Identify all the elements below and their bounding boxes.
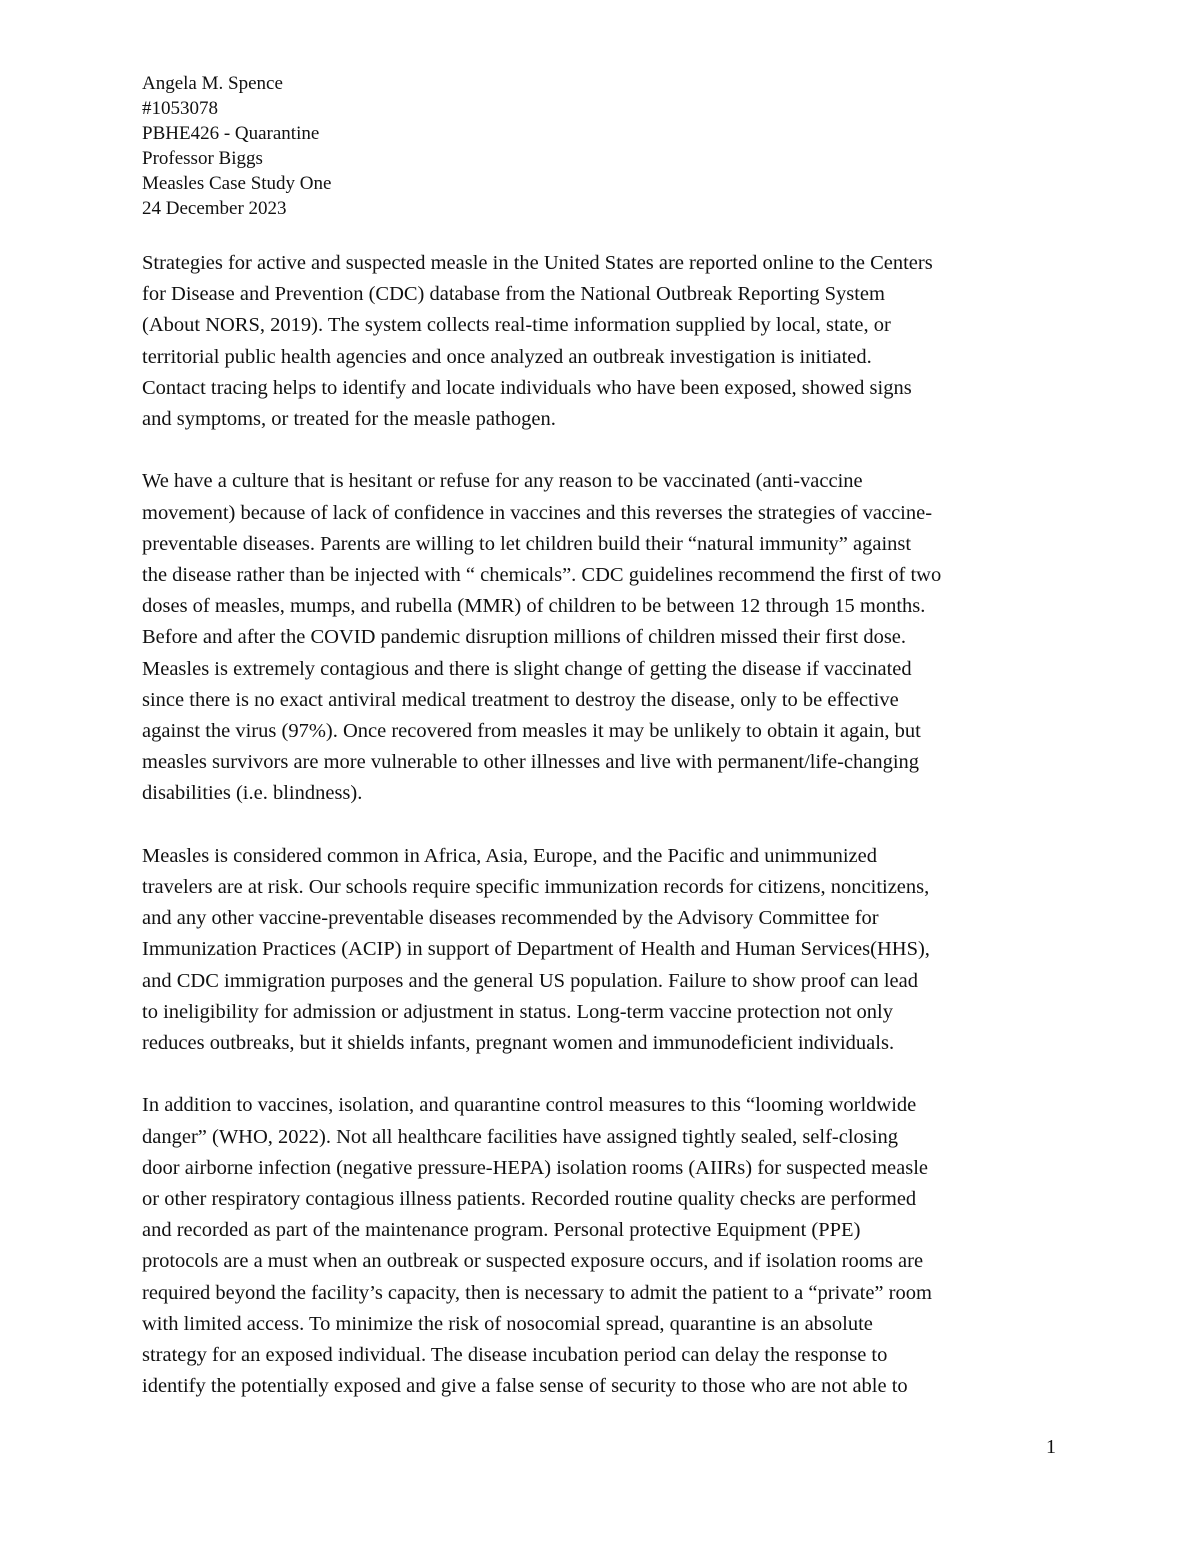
text-line: protocols are a must when an outbreak or suspected exposure occurs, and if isolation rooms are bbox=[142, 1250, 924, 1273]
text-line: to ineligibility for admission or adjustment in status. Long-term vaccine protection not only bbox=[142, 1000, 893, 1023]
text-line: strategy for an exposed individual. The disease incubation period can delay the response to bbox=[142, 1344, 888, 1367]
text-line: In addition to vaccines, isolation, and quarantine control measures to this “looming worldwide bbox=[142, 1094, 917, 1117]
text-line: preventable diseases. Parents are willing to let children build their “natural immunity” against bbox=[142, 532, 912, 555]
text-line: and symptoms, or treated for the measle pathogen. bbox=[142, 408, 556, 431]
text-line: against the virus (97%). Once recovered from measles it may be unlikely to obtain it again, but bbox=[142, 720, 921, 743]
professor-name: Professor Biggs bbox=[142, 148, 263, 169]
text-line: danger” (WHO, 2022). Not all healthcare facilities have assigned tightly sealed, self-closing bbox=[142, 1125, 898, 1148]
text-line: required beyond the facility’s capacity, then is necessary to admit the patient to a “private” room bbox=[142, 1281, 932, 1304]
document-body bbox=[142, 248, 1077, 1434]
paragraph-3 bbox=[142, 841, 1077, 1059]
text-line: (About NORS, 2019). The system collects real-time information supplied by local, state, or bbox=[142, 314, 891, 337]
text-line: and recorded as part of the maintenance program. Personal protective Equipment (PPE) bbox=[142, 1219, 861, 1242]
text-line: and CDC immigration purposes and the general US population. Failure to show proof can lead bbox=[142, 969, 918, 992]
document-date: 24 December 2023 bbox=[142, 198, 287, 219]
text-line: measles survivors are more vulnerable to other illnesses and live with permanent/life-changing bbox=[142, 751, 920, 774]
paragraph-2 bbox=[142, 466, 1077, 809]
text-line: Measles is considered common in Africa, Asia, Europe, and the Pacific and unimmunized bbox=[142, 844, 877, 867]
text-line: doses of measles, mumps, and rubella (MMR) of children to be between 12 through 15 months. bbox=[142, 595, 926, 618]
text-line: disabilities (i.e. blindness). bbox=[142, 782, 363, 805]
paragraph-4 bbox=[142, 1090, 1077, 1402]
text-line: Immunization Practices (ACIP) in support of Department of Health and Human Services(HHS), bbox=[142, 938, 930, 961]
text-line: We have a culture that is hesitant or refuse for any reason to be vaccinated (anti-vaccine bbox=[142, 470, 863, 493]
student-id: #1053078 bbox=[142, 98, 218, 119]
text-line: movement) because of lack of confidence in vaccines and this reverses the strategies of vaccine- bbox=[142, 501, 933, 524]
paragraph-1 bbox=[142, 248, 1077, 435]
author-header-block bbox=[142, 71, 331, 221]
text-line: with limited access. To minimize the risk of nosocomial spread, quarantine is an absolute bbox=[142, 1312, 873, 1335]
text-line: and any other vaccine-preventable diseases recommended by the Advisory Committee for bbox=[142, 907, 879, 930]
author-name: Angela M. Spence bbox=[142, 73, 283, 94]
text-line: Strategies for active and suspected measle in the United States are reported online to the Centers bbox=[142, 252, 933, 274]
text-line: or other respiratory contagious illness patients. Recorded routine quality checks are performed bbox=[142, 1188, 917, 1211]
text-line: identify the potentially exposed and give a false sense of security to those who are not able to bbox=[142, 1375, 908, 1398]
text-line: since there is no exact antiviral medical treatment to destroy the disease, only to be effective bbox=[142, 688, 899, 711]
text-line: Measles is extremely contagious and there is slight change of getting the disease if vaccinated bbox=[142, 657, 912, 680]
text-line: Contact tracing helps to identify and locate individuals who have been exposed, showed signs bbox=[142, 376, 912, 399]
text-line: reduces outbreaks, but it shields infants, pregnant women and immunodeficient individuals. bbox=[142, 1032, 895, 1055]
page-number: 1 bbox=[1046, 1436, 1056, 1458]
text-line: territorial public health agencies and once analyzed an outbreak investigation is initiated. bbox=[142, 345, 872, 368]
course-name: PBHE426 - Quarantine bbox=[142, 123, 320, 144]
text-line: the disease rather than be injected with “ chemicals”. CDC guidelines recommend the first of two bbox=[142, 564, 942, 587]
text-line: travelers are at risk. Our schools require specific immunization records for citizens, noncitizens, bbox=[142, 876, 930, 899]
text-line: for Disease and Prevention (CDC) database from the National Outbreak Reporting System bbox=[142, 283, 885, 306]
text-line: door airborne infection (negative pressure-HEPA) isolation rooms (AIIRs) for suspected measle bbox=[142, 1156, 928, 1179]
assignment-title: Measles Case Study One bbox=[142, 173, 332, 194]
text-line: Before and after the COVID pandemic disruption millions of children missed their first dose. bbox=[142, 626, 907, 649]
